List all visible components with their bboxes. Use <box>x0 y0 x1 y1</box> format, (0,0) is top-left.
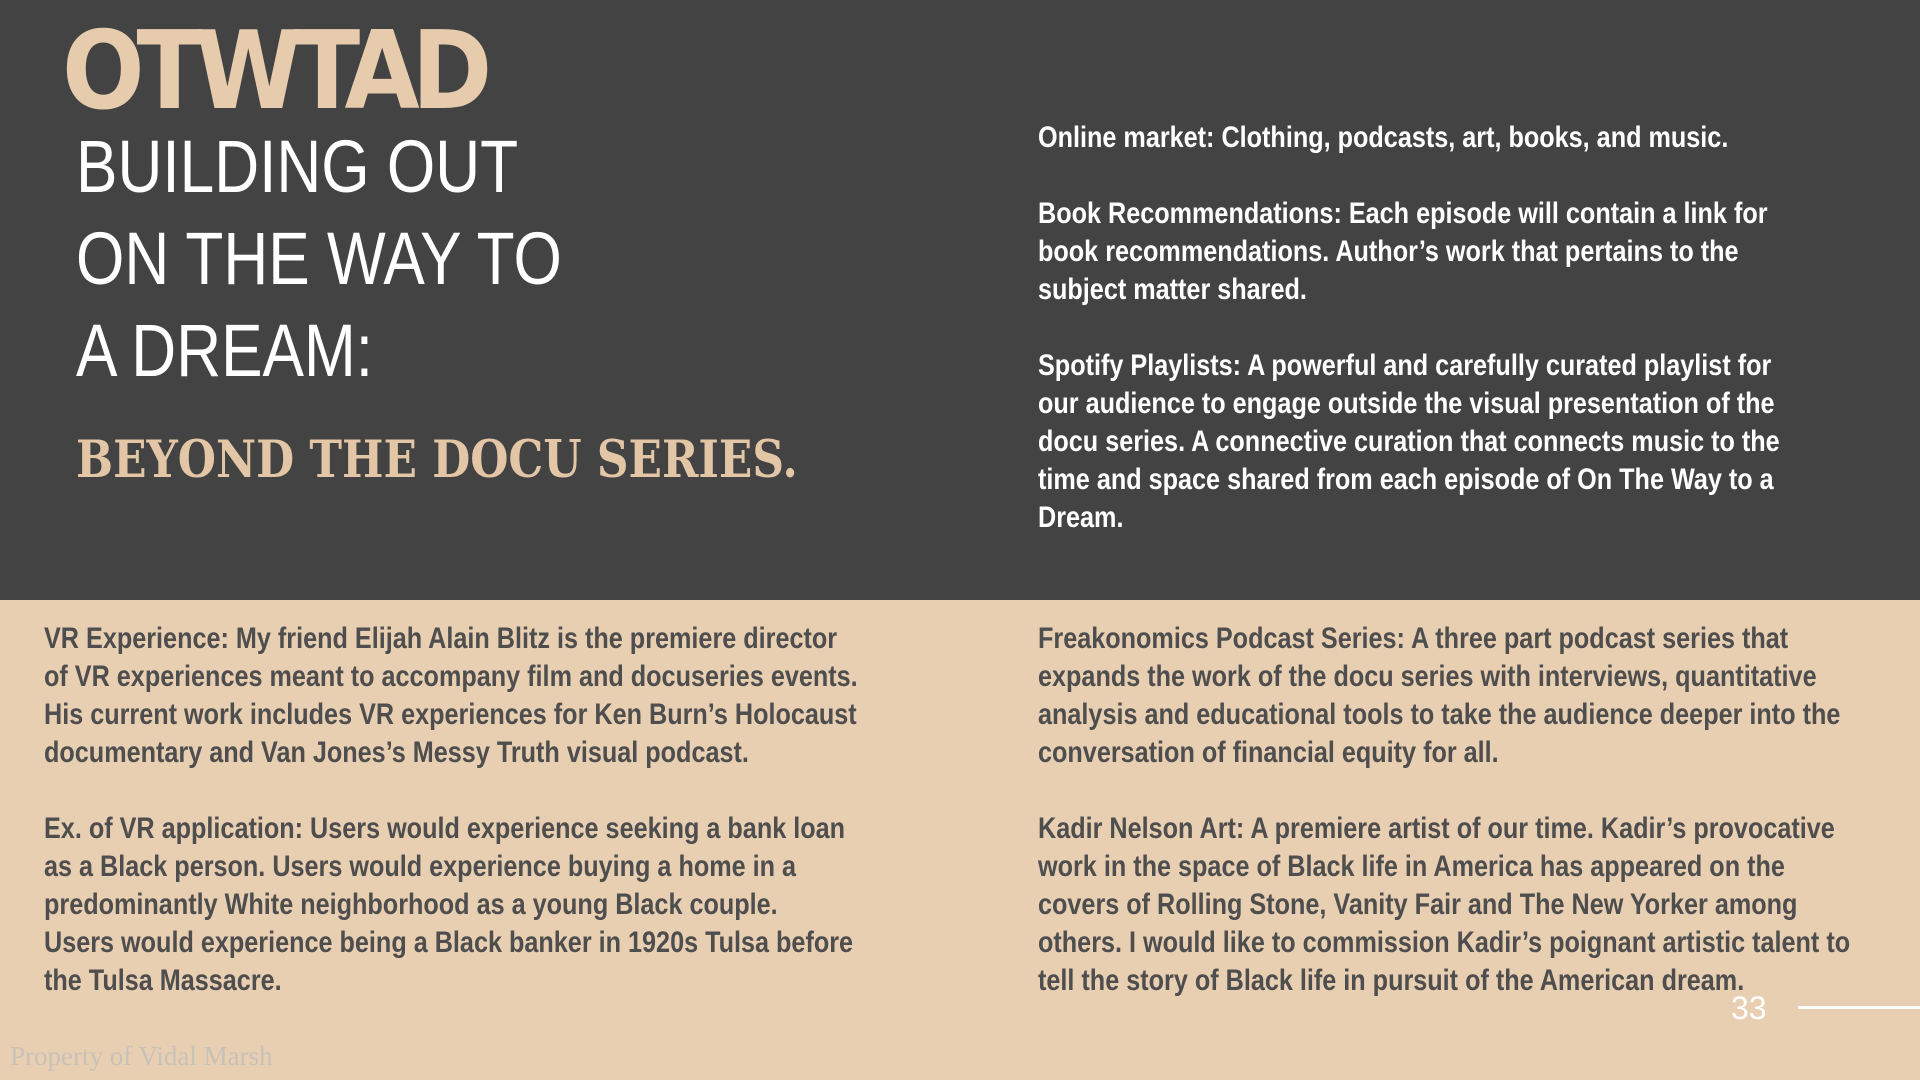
text-line: book recommendations. Author’s work that pertains to the <box>1038 235 1739 268</box>
text-line: documentary and Van Jones’s Messy Truth visual podcast. <box>44 736 749 769</box>
text-line: others. I would like to commission Kadir’s poignant artistic talent to <box>1038 926 1851 959</box>
text-line: Online market: Clothing, podcasts, art, books, and music. <box>1038 121 1729 154</box>
vr-experience-paragraph <box>44 620 858 772</box>
text-line: Ex. of VR application: Users would experience seeking a bank loan <box>44 812 846 845</box>
page-number: 33 <box>1731 990 1767 1026</box>
bottom-left-column <box>44 620 1013 1038</box>
top-right-column <box>1038 119 1920 575</box>
text-line: Dream. <box>1038 501 1124 534</box>
text-line: conversation of financial equity for all. <box>1038 736 1499 769</box>
text-line: time and space shared from each episode of On The Way to a <box>1038 463 1774 496</box>
vr-application-paragraph <box>44 810 858 1000</box>
footer-ownership-note: Property of Vidal Marsh <box>10 1041 273 1071</box>
text-line: Spotify Playlists: A powerful and carefully curated playlist for <box>1038 349 1772 382</box>
page-number-divider <box>1798 1006 1920 1009</box>
text-line: tell the story of Black life in pursuit of the American dream. <box>1038 964 1745 997</box>
text-line: His current work includes VR experiences for Ken Burn’s Holocaust <box>44 698 857 731</box>
text-line: Book Recommendations: Each episode will contain a link for <box>1038 197 1768 230</box>
text-line: of VR experiences meant to accompany film and docuseries events. <box>44 660 858 693</box>
text-line: the Tulsa Massacre. <box>44 964 282 997</box>
book-recommendations-paragraph <box>1038 195 1780 309</box>
text-line: docu series. A connective curation that connects music to the <box>1038 425 1780 458</box>
text-line: expands the work of the docu series with interviews, quantitative <box>1038 660 1817 693</box>
freakonomics-paragraph <box>1038 620 1850 772</box>
slide-subtitle: BEYOND THE DOCU SERIES. <box>76 430 798 490</box>
text-line: subject matter shared. <box>1038 273 1307 306</box>
text-line: Freakonomics Podcast Series: A three part podcast series that <box>1038 622 1789 655</box>
text-line: as a Black person. Users would experience buying a home in a <box>44 850 797 883</box>
text-line: Users would experience being a Black banker in 1920s Tulsa before <box>44 926 854 959</box>
kadir-nelson-paragraph <box>1038 810 1850 1000</box>
text-line: VR Experience: My friend Elijah Alain Blitz is the premiere director <box>44 622 838 655</box>
text-line: our audience to engage outside the visual presentation of the <box>1038 387 1775 420</box>
slide-title: BUILDING OUT ON THE WAY TO A DREAM: <box>76 125 562 392</box>
bottom-right-column <box>1038 620 1920 1038</box>
otwtad-logo: OTWTAD <box>62 9 485 134</box>
text-line: Kadir Nelson Art: A premiere artist of our time. Kadir’s provocative <box>1038 812 1835 845</box>
text-line: analysis and educational tools to take the audience deeper into the <box>1038 698 1841 731</box>
spotify-playlists-paragraph <box>1038 347 1780 537</box>
text-line: predominantly White neighborhood as a young Black couple. <box>44 888 778 921</box>
text-line: work in the space of Black life in America has appeared on the <box>1038 850 1785 883</box>
online-market-paragraph <box>1038 119 1780 157</box>
text-line: covers of Rolling Stone, Vanity Fair and The New Yorker among <box>1038 888 1798 921</box>
